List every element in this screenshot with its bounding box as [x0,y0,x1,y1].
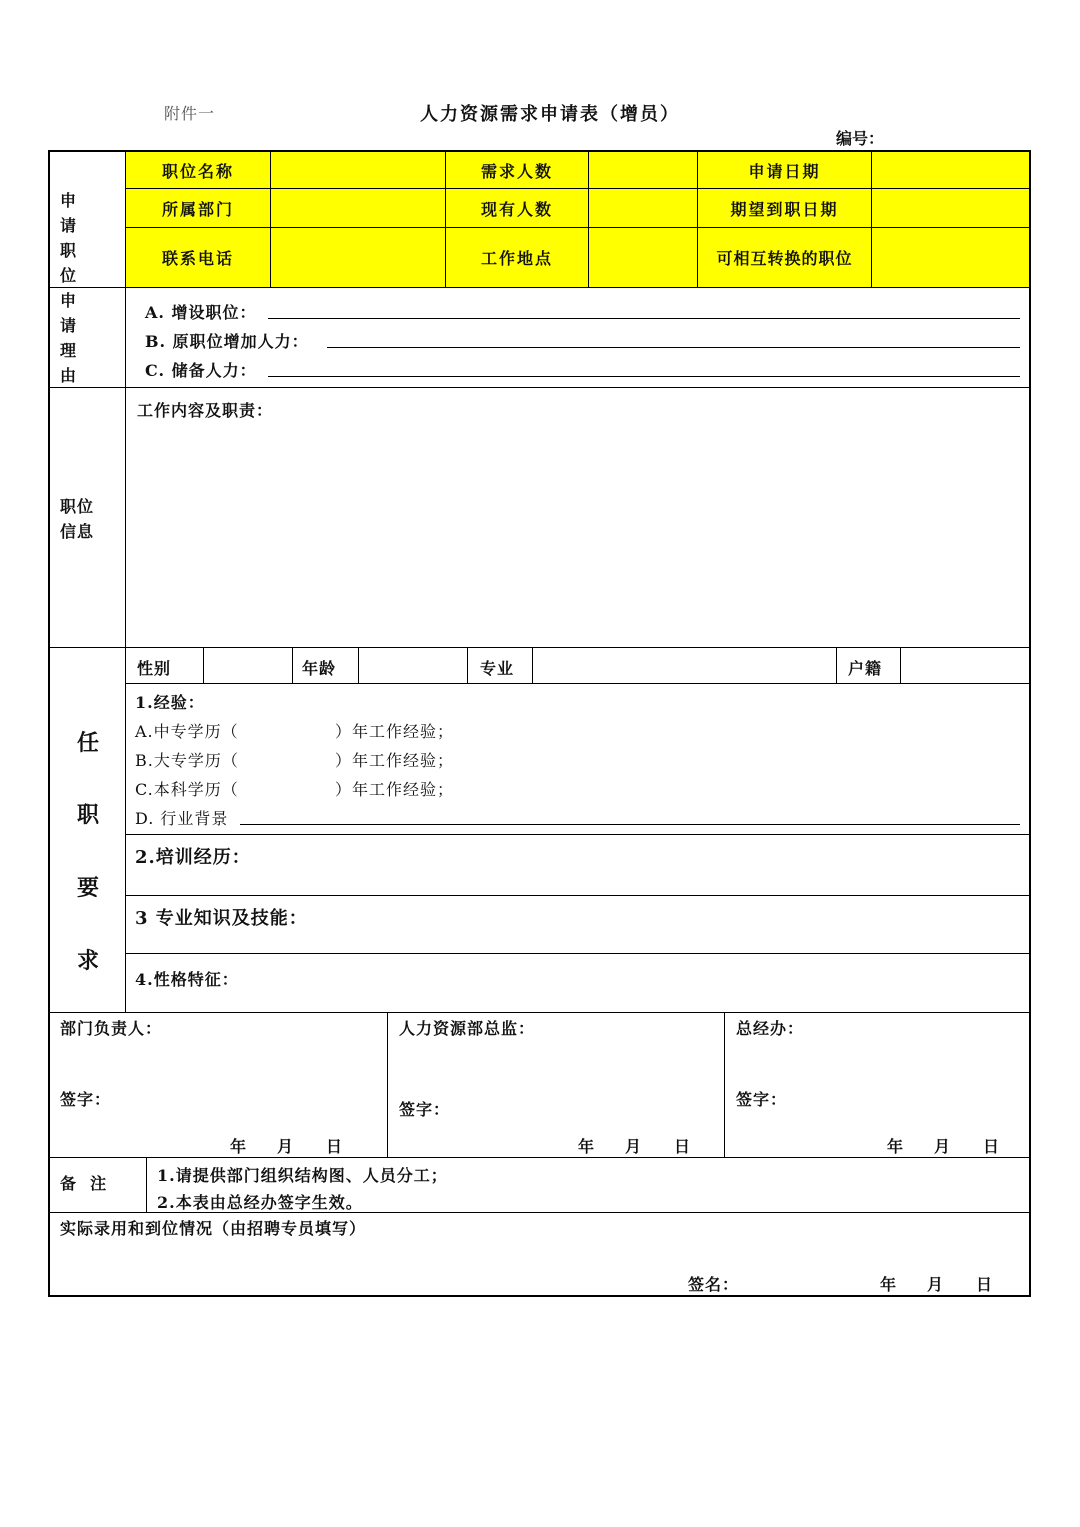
position-side-label: 申 请 职 位 [59,191,76,285]
gm-office-sign-label: 签字： [736,1090,788,1109]
exp-secondary-suffix: ）年工作经验； [335,722,455,741]
hr-director-sign-label: 签字： [399,1100,451,1119]
gm-office-day: 日 [983,1137,1001,1156]
remarks-label: 备 注 [60,1174,108,1193]
requirements-side-label-4: 求 [76,948,99,974]
actual-hiring-label: 实际录用和到位情况（由招聘专员填写） [60,1219,367,1238]
position-name-field[interactable] [271,152,445,188]
gender-label: 性别 [137,659,172,678]
form-title: 人力资源需求申请表（增员） [420,104,680,125]
position-name-label: 职位名称 [161,161,234,181]
grid-line [724,1013,725,1157]
hukou-field[interactable] [901,648,1029,683]
exp-secondary-label: A.中专学历（ [135,722,239,741]
headcount-label: 需求人数 [480,161,553,181]
industry-background-label: D. 行业背景 [135,809,229,828]
department-field[interactable] [271,189,445,227]
grid-line [467,648,468,683]
remarks-line-2: 2.本表由总经办签字生效。 [157,1193,363,1212]
transferable-position-label: 可相互转换的职位 [716,249,853,268]
hr-director-month: 月 [625,1137,643,1156]
job-duties-label: 工作内容及职责： [137,401,274,420]
grid-line [146,1158,147,1212]
reason-new-position: A. 增设职位： [145,303,257,322]
expected-start-date-label: 期望到职日期 [730,199,839,219]
grid-line [49,1157,1030,1158]
dept-head-month: 月 [277,1137,295,1156]
hr-director-day: 日 [674,1137,692,1156]
training-label: 2.培训经历： [135,847,251,868]
actual-year: 年 [880,1275,898,1294]
form-number-label: 编号： [836,129,885,148]
job-info-side-label: 职位 信息 [60,497,95,541]
reason-increase-staff: B. 原职位增加人力： [145,332,309,351]
actual-day: 日 [976,1275,994,1294]
dept-head-year: 年 [230,1137,248,1156]
hr-director-year: 年 [578,1137,596,1156]
age-label: 年龄 [302,659,337,678]
work-location-label: 工作地点 [480,249,553,268]
exp-bachelor-suffix: ）年工作经验； [335,780,455,799]
grid-line [292,648,293,683]
grid-line [126,895,1030,896]
industry-background-line[interactable] [240,824,1020,825]
reason-increase-staff-line[interactable] [327,347,1020,348]
apply-date-field[interactable] [872,152,1029,188]
dept-head-label: 部门负责人： [60,1019,163,1038]
grid-line [126,683,1030,684]
dept-head-sign-label: 签字： [60,1090,112,1109]
job-duties-field[interactable] [126,420,1029,646]
exp-college-label: B.大专学历（ [135,751,239,770]
gm-office-month: 月 [934,1137,952,1156]
expected-start-date-field[interactable] [872,189,1029,227]
actual-sign-label: 签名： [688,1275,740,1294]
actual-month: 月 [927,1275,945,1294]
annex-label: 附件一 [164,104,216,123]
current-headcount-field[interactable] [589,189,697,227]
reason-side-label: 申 请 理 由 [59,291,76,385]
gm-office-year: 年 [887,1137,905,1156]
major-label: 专业 [480,659,515,678]
dept-head-day: 日 [326,1137,344,1156]
grid-line [126,834,1030,835]
contact-phone-label: 联系电话 [161,249,234,268]
grid-line [49,287,1030,288]
reason-reserve-staff: C. 储备人力： [145,361,257,380]
hr-director-label: 人力资源部总监： [399,1019,536,1038]
headcount-field[interactable] [589,152,697,188]
grid-line [126,953,1030,954]
skills-label: 3 专业知识及技能： [135,908,308,929]
requirements-side-label-2: 职 [76,802,99,828]
apply-date-label: 申请日期 [748,161,821,181]
personality-label: 4.性格特征： [135,970,239,989]
work-location-field[interactable] [589,228,697,287]
requirements-side-label-3: 要 [76,875,99,901]
grid-line [836,648,837,683]
grid-line [387,1013,388,1157]
grid-line [49,387,1030,388]
hukou-label: 户籍 [848,659,883,678]
gender-field[interactable] [204,648,292,683]
requirements-side-label-1: 任 [76,730,99,756]
exp-college-suffix: ）年工作经验； [335,751,455,770]
remarks-line-1: 1.请提供部门组织结构图、人员分工； [157,1166,448,1185]
gm-office-label: 总经办： [736,1019,805,1038]
contact-phone-field[interactable] [271,228,445,287]
current-headcount-label: 现有人数 [480,199,553,219]
grid-line [49,1012,1030,1013]
transferable-position-field[interactable] [872,228,1029,287]
age-field[interactable] [359,648,467,683]
reason-new-position-line[interactable] [268,318,1020,319]
reason-reserve-staff-line[interactable] [268,376,1020,377]
experience-title: 1.经验： [135,693,205,712]
exp-bachelor-label: C.本科学历（ [135,780,239,799]
major-field[interactable] [533,648,836,683]
department-label: 所属部门 [161,199,234,219]
